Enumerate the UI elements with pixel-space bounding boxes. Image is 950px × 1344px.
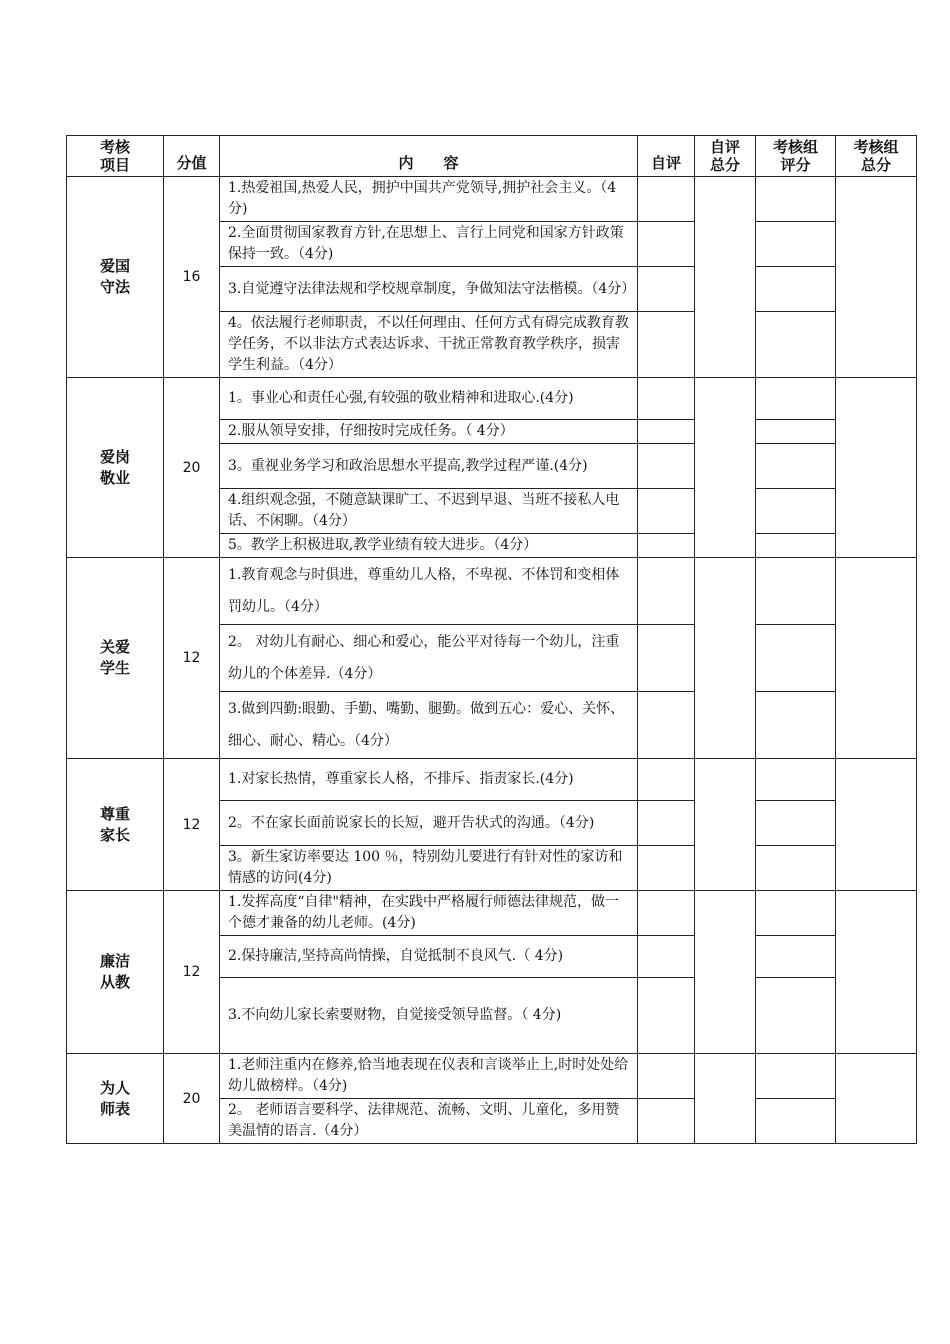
group-eval-cell[interactable] (756, 420, 836, 444)
criterion-text: 5。教学上积极进取,教学业绩有较大进步。（4分） (220, 534, 638, 558)
criterion-text: 1.教育观念与时俱进，尊重幼儿人格，不卑视、不体罚和变相体罚幼儿。（4分） (220, 558, 638, 625)
category-score: 12 (164, 759, 220, 891)
criterion-text: 3。新生家访率要达 100 ％，特别幼儿要进行有针对性的家访和情感的访问(4分) (220, 846, 638, 891)
criterion-text: 1.热爱祖国,热爱人民，拥护中国共产党领导,拥护社会主义。（4分) (220, 177, 638, 222)
group-eval-cell[interactable] (756, 177, 836, 222)
criterion-text: 3。重视业务学习和政治思想水平提高,教学过程严谨.(4分) (220, 444, 638, 489)
criterion-text: 2。 对幼儿有耐心、细心和爱心，能公平对待每一个幼儿，注重幼儿的个体差异.（4分） (220, 625, 638, 692)
header-score: 分值 (164, 136, 220, 177)
group-eval-cell[interactable] (756, 558, 836, 625)
group-eval-cell[interactable] (756, 222, 836, 267)
group-total-cell[interactable] (836, 1054, 917, 1144)
self-eval-cell[interactable] (638, 625, 695, 692)
group-eval-cell[interactable] (756, 312, 836, 378)
self-eval-cell[interactable] (638, 891, 695, 936)
category-score: 16 (164, 177, 220, 378)
self-eval-cell[interactable] (638, 1054, 695, 1099)
group-eval-cell[interactable] (756, 978, 836, 1054)
group-eval-cell[interactable] (756, 267, 836, 312)
self-eval-cell[interactable] (638, 936, 695, 978)
header-row (67, 136, 917, 177)
criterion-text: 1.老师注重内在修养,恰当地表现在仪表和言谈举止上,时时处处给幼儿做榜样。（4分) (220, 1054, 638, 1099)
header-item: 考核 项目 (67, 136, 164, 177)
table-row (67, 1054, 917, 1099)
group-eval-cell[interactable] (756, 891, 836, 936)
header-group-eval: 考核组 评分 (756, 136, 836, 177)
category-name: 关爱 学生 (67, 558, 164, 759)
criterion-text: 1。事业心和责任心强,有较强的敬业精神和进取心.(4分) (220, 378, 638, 420)
group-eval-cell[interactable] (756, 759, 836, 801)
criterion-text: 1.对家长热情，尊重家长人格，不排斥、指责家长.(4分) (220, 759, 638, 801)
criterion-text: 2。 老师语言要科学、法律规范、流畅、文明、儿童化，多用赞美温情的语言.（4分） (220, 1099, 638, 1144)
category-name: 廉洁 从教 (67, 891, 164, 1054)
group-eval-cell[interactable] (756, 489, 836, 534)
self-eval-cell[interactable] (638, 759, 695, 801)
category-name: 尊重 家长 (67, 759, 164, 891)
category-score: 12 (164, 891, 220, 1054)
self-eval-cell[interactable] (638, 846, 695, 891)
self-eval-cell[interactable] (638, 420, 695, 444)
group-total-cell[interactable] (836, 558, 917, 759)
group-eval-cell[interactable] (756, 534, 836, 558)
self-eval-cell[interactable] (638, 222, 695, 267)
table-row (67, 177, 917, 222)
self-eval-cell[interactable] (638, 534, 695, 558)
evaluation-table (66, 135, 917, 1144)
self-eval-cell[interactable] (638, 444, 695, 489)
category-name: 爱国 守法 (67, 177, 164, 378)
group-eval-cell[interactable] (756, 846, 836, 891)
self-total-cell[interactable] (695, 558, 756, 759)
self-eval-cell[interactable] (638, 801, 695, 846)
group-eval-cell[interactable] (756, 625, 836, 692)
group-eval-cell[interactable] (756, 801, 836, 846)
self-eval-cell[interactable] (638, 692, 695, 759)
group-total-cell[interactable] (836, 177, 917, 378)
self-total-cell[interactable] (695, 891, 756, 1054)
self-total-cell[interactable] (695, 177, 756, 378)
table-row (67, 891, 917, 936)
group-eval-cell[interactable] (756, 1054, 836, 1099)
group-eval-cell[interactable] (756, 936, 836, 978)
criterion-text: 3.自觉遵守法律法规和学校规章制度，争做知法守法楷模。（4分） (220, 267, 638, 312)
group-eval-cell[interactable] (756, 1099, 836, 1144)
group-total-cell[interactable] (836, 891, 917, 1054)
category-name: 爱岗 敬业 (67, 378, 164, 558)
self-eval-cell[interactable] (638, 978, 695, 1054)
category-score: 20 (164, 378, 220, 558)
criterion-text: 4.组织观念强，不随意缺课旷工、不迟到早退、当班不接私人电话、不闲聊。（4分） (220, 489, 638, 534)
header-self-eval: 自评 (638, 136, 695, 177)
self-eval-cell[interactable] (638, 378, 695, 420)
criterion-text: 3.不向幼儿家长索要财物，自觉接受领导监督。（ 4分) (220, 978, 638, 1054)
criterion-text: 2.服从领导安排，仔细按时完成任务。（ 4分） (220, 420, 638, 444)
header-content: 内 容 (220, 136, 638, 177)
self-eval-cell[interactable] (638, 1099, 695, 1144)
criterion-text: 4。依法履行老师职责，不以任何理由、任何方式有碍完成教育教学任务，不以非法方式表达诉求、干扰正常教育教学秩序，损害学生利益。（4分） (220, 312, 638, 378)
criterion-text: 1.发挥高度“自律"精神，在实践中严格履行师德法律规范，做一个德才兼备的幼儿老师。(4分) (220, 891, 638, 936)
self-total-cell[interactable] (695, 1054, 756, 1144)
self-eval-cell[interactable] (638, 558, 695, 625)
criterion-text: 2.保持廉洁,坚持高尚情操，自觉抵制不良风气.（ 4分) (220, 936, 638, 978)
self-total-cell[interactable] (695, 378, 756, 558)
group-eval-cell[interactable] (756, 378, 836, 420)
criterion-text: 3.做到四勤:眼勤、手勤、嘴勤、腿勤。做到五心：爱心、关怀、细心、耐心、精心。（4分） (220, 692, 638, 759)
criterion-text: 2。不在家长面前说家长的长短，避开告状式的沟通。（4分) (220, 801, 638, 846)
category-score: 20 (164, 1054, 220, 1144)
header-self-total: 自评 总分 (695, 136, 756, 177)
self-eval-cell[interactable] (638, 489, 695, 534)
group-total-cell[interactable] (836, 378, 917, 558)
header-group-total: 考核组 总分 (836, 136, 917, 177)
category-score: 12 (164, 558, 220, 759)
table-row (67, 378, 917, 420)
category-name: 为人 师表 (67, 1054, 164, 1144)
table-row (67, 759, 917, 801)
self-eval-cell[interactable] (638, 267, 695, 312)
self-eval-cell[interactable] (638, 312, 695, 378)
self-total-cell[interactable] (695, 759, 756, 891)
group-eval-cell[interactable] (756, 444, 836, 489)
table-row (67, 558, 917, 625)
self-eval-cell[interactable] (638, 177, 695, 222)
group-eval-cell[interactable] (756, 692, 836, 759)
group-total-cell[interactable] (836, 759, 917, 891)
criterion-text: 2.全面贯彻国家教育方针,在思想上、言行上同党和国家方针政策保持一致。（4分) (220, 222, 638, 267)
